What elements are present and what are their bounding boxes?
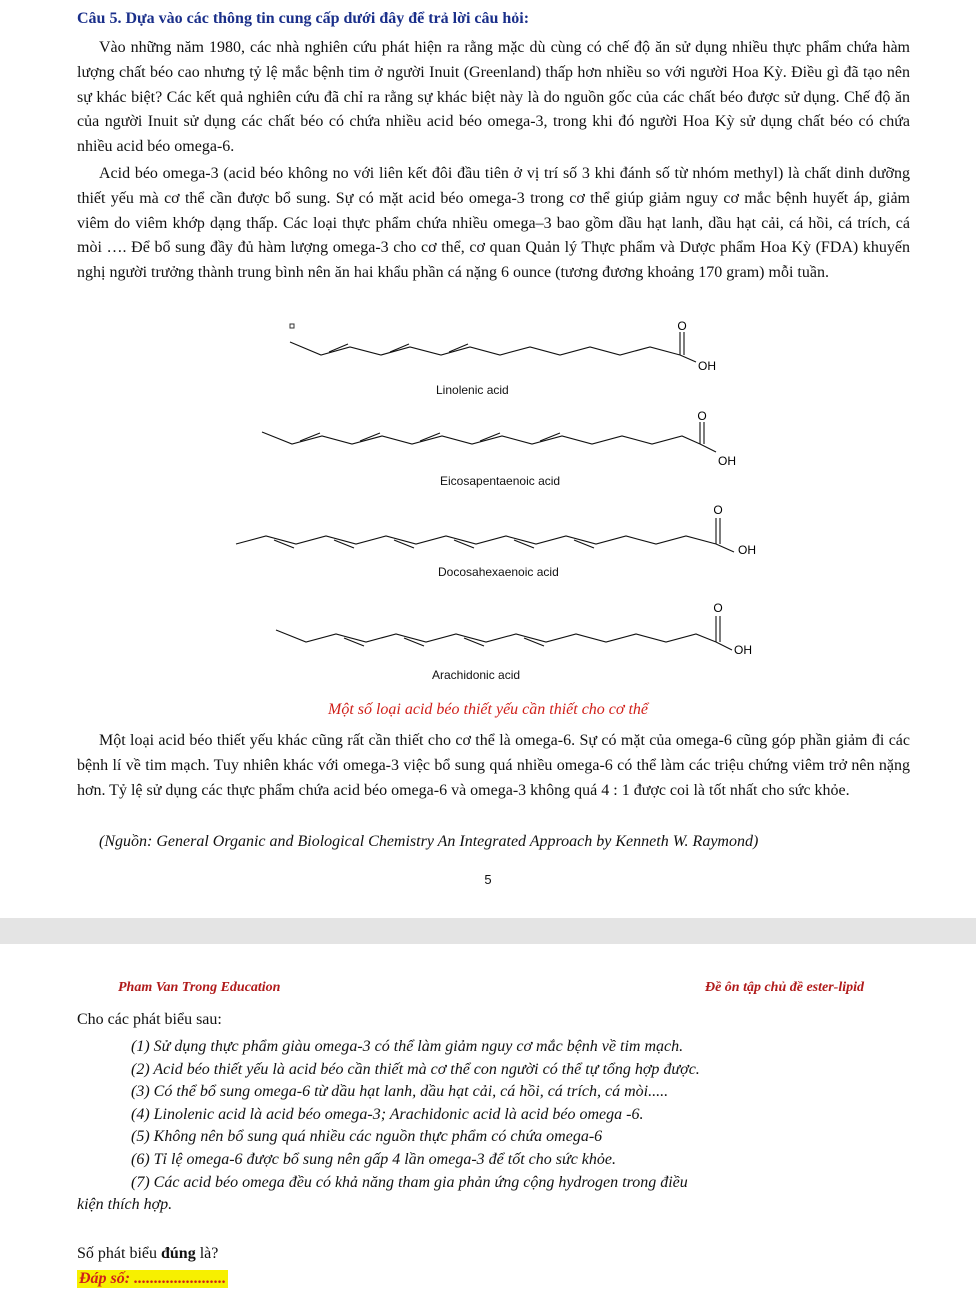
statement-list (77, 1036, 907, 1217)
docosahexaenoic-acid-structure (0, 500, 976, 572)
statement-6: (6) Tỉ lệ omega-6 được bổ sung nên gấp 4 lần omega-3 để tốt cho sức khỏe. (131, 1150, 617, 1168)
statement-7: (7) Các acid béo omega đều có khả năng tham gia phản ứng cộng hydrogen trong điều (131, 1173, 688, 1191)
eicosapentaenoic-acid-structure (0, 410, 976, 480)
paragraph-omega6: Một loại acid béo thiết yếu khác cũng rất cần thiết cho cơ thể là omega-6. Sự có mặt của omega-6 cũng góp phần giảm đi các bệnh lí về tim mạch. Tuy nhiên khác với omega-3 việc bổ sung quá nhiều omega-6 có thể làm các triệu chứng viêm trở nên nặng hơn. Tỷ lệ sử dụng các thực phẩm chứa acid béo omega-6 và omega-3 không quá 4 : 1 được coi là tốt nhất cho sức khỏe. (77, 732, 910, 799)
bond-line (680, 355, 696, 362)
carbonyl-o-label: O (677, 319, 687, 333)
statement-4: (4) Linolenic acid là acid béo omega-3; Arachidonic acid là acid béo omega -6. (131, 1105, 644, 1123)
bond-line (290, 342, 680, 355)
bond-line (716, 544, 734, 552)
paragraph-intro: Vào những năm 1980, các nhà nghiên cứu phát hiện ra rằng mặc dù cùng có chế độ ăn sử dụng nhiều thực phẩm chứa hàm lượng chất béo cao nhưng tỷ lệ mắc bệnh tim ở người Inuit (Greenland) thấp hơn nhiều so với người Hoa Kỳ. Điều gì đã tạo nên sự khác biệt? Các kết quả nghiên cứu đã chỉ ra rằng sự khác biệt này là do nguồn gốc của các chất béo được sử dụng. Chế độ ăn của người Inuit sử dụng các chất béo có chứa nhiều acid béo omega-3, trong khi đó người Hoa Kỳ sử dụng chất béo có chứa nhiều acid béo omega-6. (77, 39, 910, 156)
arachidonic-acid-label: Arachidonic acid (432, 668, 521, 682)
eicosapentaenoic-acid-label: Eicosapentaenoic acid (440, 474, 561, 488)
question-bold: đúng (161, 1245, 196, 1262)
statement-7-continuation: kiện thích hợp. (77, 1196, 173, 1214)
linolenic-acid-label: Linolenic acid (436, 383, 509, 397)
arachidonic-acid-structure (0, 598, 976, 668)
carbonyl-o-label: O (713, 503, 723, 517)
docosahexaenoic-acid-label: Docosahexaenoic acid (438, 565, 559, 579)
bond-line (276, 630, 716, 642)
bond-line (716, 642, 732, 650)
statement-3: (3) Có thể bổ sung omega-6 từ dầu hạt lanh, dầu hạt cải, cá hồi, cá trích, cá mòi..... (131, 1083, 669, 1101)
statement-5: (5) Không nên bổ sung quá nhiều các nguồn thực phẩm có chứa omega-6 (131, 1128, 603, 1146)
linolenic-acid-structure (0, 318, 976, 388)
statement-2: (2) Acid béo thiết yếu là acid béo cần thiết mà cơ thể con người có thể tự tổng hợp được. (131, 1060, 700, 1078)
bond-line (236, 536, 716, 544)
bond-line (700, 444, 716, 452)
question-suffix: là? (195, 1245, 219, 1262)
page-gap (0, 918, 976, 944)
figure-caption: Một số loại acid béo thiết yếu cần thiết cho cơ thể (327, 701, 648, 718)
header-left: Pham Van Trong Education (118, 980, 281, 995)
hydroxyl-label: OH (738, 543, 756, 557)
page-number: 5 (484, 872, 492, 887)
source-citation: (Nguồn: General Organic and Biological Chemistry An Integrated Approach by Kenneth W. Raymond) (99, 833, 759, 850)
statements-intro: Cho các phát biểu sau: (77, 1011, 222, 1028)
carbonyl-o-label: O (713, 601, 723, 615)
question-title: Câu 5. Dựa vào các thông tin cung cấp dưới đây để trả lời câu hỏi: (77, 10, 530, 27)
answer-field[interactable]: Đáp số: ....................... (79, 1270, 227, 1287)
hydroxyl-label: OH (718, 454, 736, 468)
paragraph-omega3: Acid béo omega-3 (acid béo không no với liên kết đôi đầu tiên ở vị trí số 3 khi đánh số từ nhóm methyl) là chất dinh dưỡng thiết yếu mà cơ thể cần được bổ sung. Sự có mặt acid béo omega-3 trong cơ thể giúp giảm nguy cơ mắc bệnh huyết áp, giảm viêm do viêm khớp dạng thấp. Các loại thực phẩm chứa nhiều omega–3 bao gồm dầu hạt lanh, dầu hạt cải, cá hồi, cá trích, cá mòi …. Để bổ sung đầy đủ hàm lượng omega-3 cho cơ thể, cơ quan Quản lý Thực phẩm và Dược phẩm Hoa Kỳ (FDA) khuyến nghị người trưởng thành trung bình nên ăn hai khẩu phần cá nặng 6 ounce (tương đương khoảng 170 gram) mỗi tuần. (77, 165, 910, 282)
question-prompt (77, 1245, 218, 1263)
bond-line (290, 324, 294, 328)
carbonyl-o-label: O (697, 410, 707, 423)
header-right: Đề ôn tập chủ đề ester-lipid (704, 980, 864, 995)
hydroxyl-label: OH (734, 643, 752, 657)
hydroxyl-label: OH (698, 359, 716, 373)
bond-line (262, 432, 700, 444)
statement-1: (1) Sử dụng thực phẩm giàu omega-3 có thể làm giảm nguy cơ mắc bệnh về tim mạch. (131, 1038, 684, 1055)
question-prefix: Số phát biểu (77, 1245, 161, 1262)
